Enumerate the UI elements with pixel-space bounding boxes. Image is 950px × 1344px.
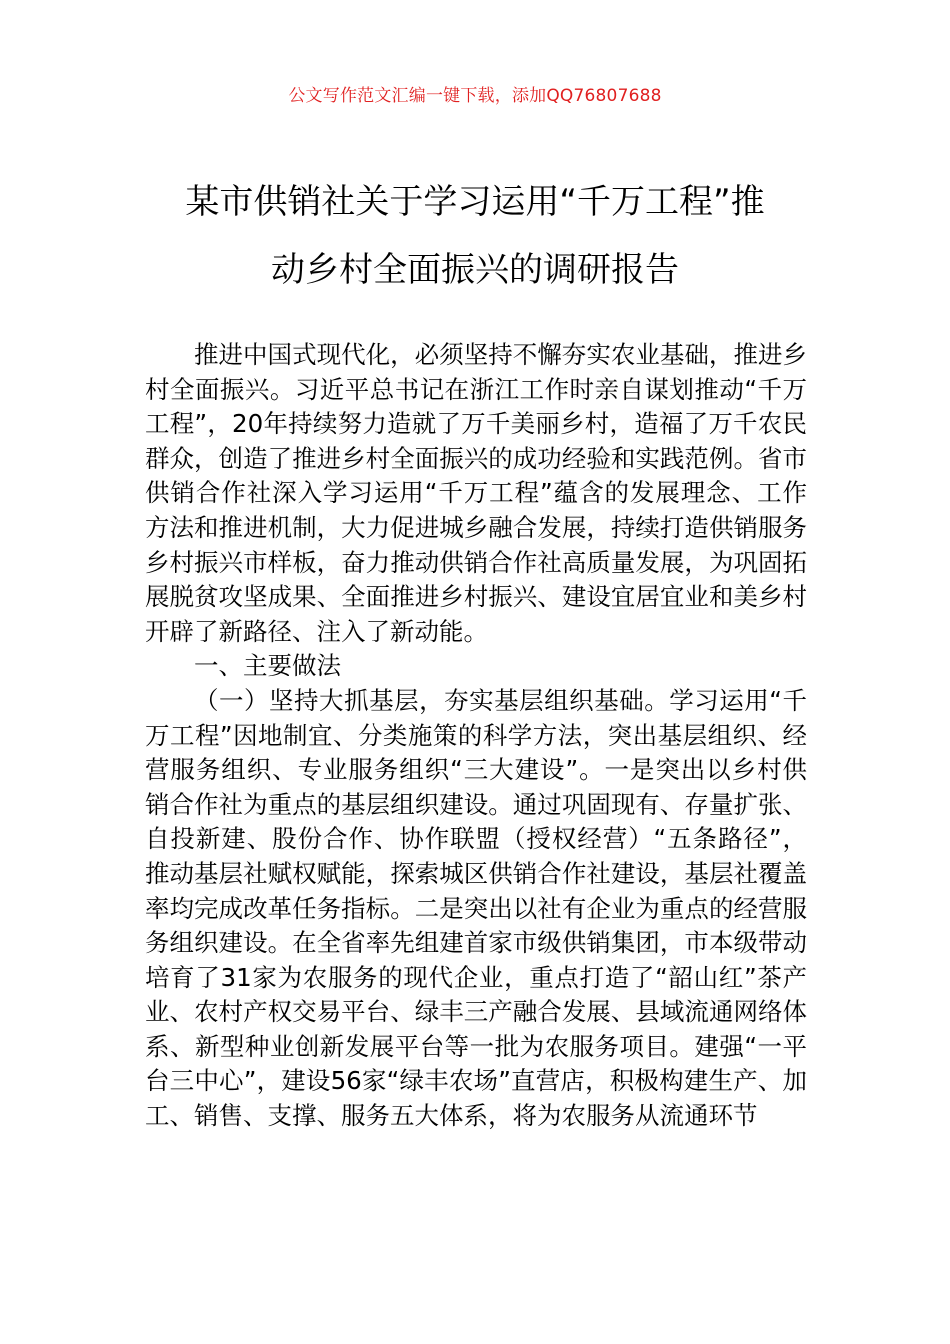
document-body <box>145 338 807 1134</box>
promo-header[interactable]: 公文写作范文汇编一键下载，添加QQ76807688 <box>288 86 662 106</box>
document-title-line-2: 动乡村全面振兴的调研报告 <box>271 250 679 290</box>
body-paragraph: （一）坚持大抓基层，夯实基层组织基础。学习运用“千万工程”因地制宜、分类施策的科学方法，突出基层组织、经营服务组织、专业服务组织“三大建设”。一是突出以乡村供销合作社为重点的基层组织建设。通过巩固现有、存量扩张、自投新建、股份合作、协作联盟（授权经营）“五条路径”，推动基层社赋权赋能，探索城区供销合作社建设，基层社覆盖率均完成改革任务指标。二是突出以社有企业为重点的经营服务组织建设。在全省率先组建首家市级供销集团，市本级带动培育了31家为农服务的现代企业，重点打造了“韶山红”茶产业、农村产权交易平台、绿丰三产融合发展、县域流通网络体系、新型种业创新发展平台等一批为农服务项目。建强“一平台三中心”，建设56家“绿丰农场”直营店，积极构建生产、加工、销售、支撑、服务五大体系，将为农服务从流通环节 <box>145 685 807 1131</box>
section-heading: 一、主要做法 <box>194 651 341 681</box>
intro-paragraph: 推进中国式现代化，必须坚持不懈夯实农业基础，推进乡村全面振兴。习近平总书记在浙江工作时亲自谋划推动“千万工程”，20年持续努力造就了万千美丽乡村，造福了万千农民群众，创造了推进乡村全面振兴的成功经验和实践范例。省市供销合作社深入学习运用“千万工程”蕴含的发展理念、工作方法和推进机制，大力促进城乡融合发展，持续打造供销服务乡村振兴市样板，奋力推动供销合作社高质量发展，为巩固拓展脱贫攻坚成果、全面推进乡村振兴、建设宜居宜业和美乡村开辟了新路径、注入了新动能。 <box>145 340 807 646</box>
document-title-line-1: 某市供销社关于学习运用“千万工程”推 <box>185 182 765 222</box>
